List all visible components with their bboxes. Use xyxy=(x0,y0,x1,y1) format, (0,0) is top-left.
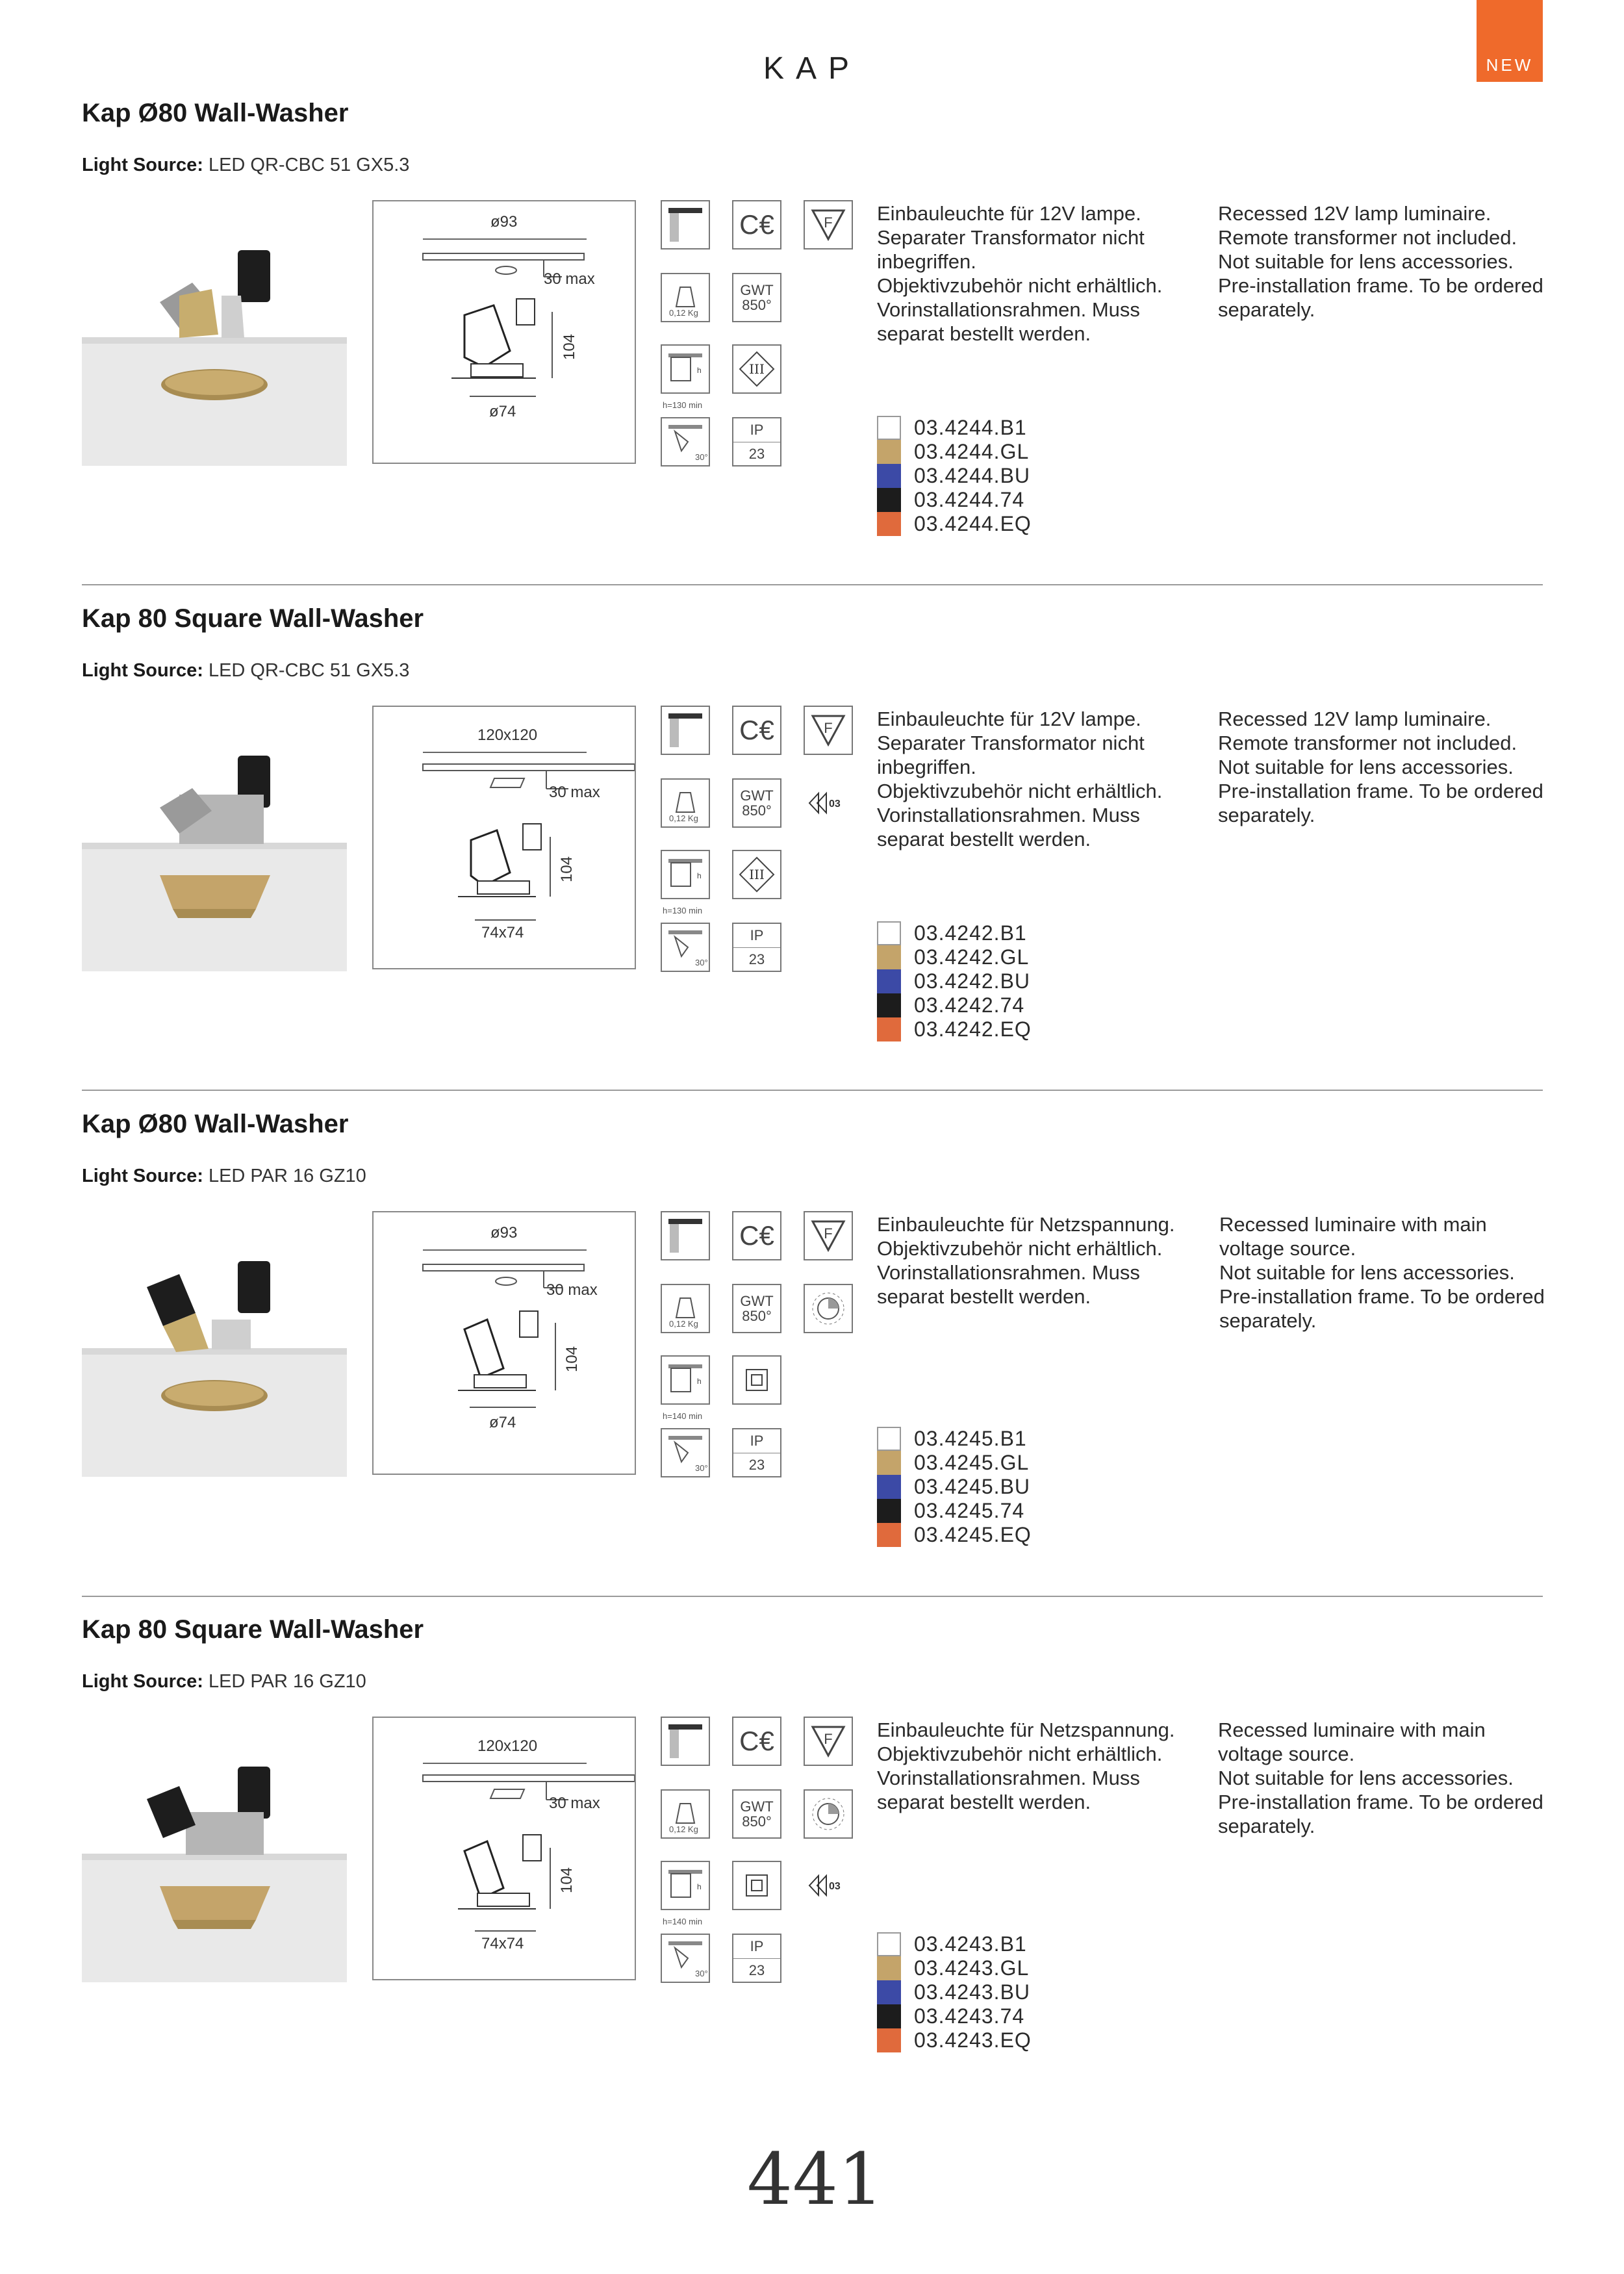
product-section xyxy=(0,1516,1624,2052)
wall-washer-icon xyxy=(661,706,710,755)
code-row xyxy=(877,2004,1032,2028)
bottom-dimension: 74x74 xyxy=(481,1935,524,1952)
f-mark-icon xyxy=(804,1717,853,1766)
gwt-icon xyxy=(732,273,781,322)
code-row xyxy=(877,1451,1032,1475)
desc-en-line: Recessed 12V lamp luminaire. xyxy=(1218,202,1491,225)
bottom-dimension: ø74 xyxy=(489,1414,516,1431)
class-iii-icon xyxy=(732,850,781,899)
desc-en-line: Pre-installation frame. To be ordered xyxy=(1218,1791,1543,1813)
wall-washer-icon xyxy=(661,1717,710,1766)
wall-washer-icon xyxy=(661,1211,710,1260)
desc-de-line: Objektivzubehör nicht erhältlich. xyxy=(877,1237,1163,1260)
top-dimension: ø93 xyxy=(490,213,518,231)
swatch-white xyxy=(877,1427,901,1451)
code-row xyxy=(877,464,1032,488)
description-de xyxy=(877,1718,1174,1814)
class-iii-text: III xyxy=(749,361,765,377)
gwt-temp: 850° xyxy=(742,802,772,819)
gwt-temp: 850° xyxy=(742,1308,772,1324)
side-dimension: 30 max xyxy=(544,270,595,288)
energy-label-icon xyxy=(804,778,853,828)
recess-h-label: h xyxy=(697,366,702,375)
product-code: 03.4244.EQ xyxy=(914,512,1032,535)
desc-en-line: separately. xyxy=(1219,1309,1317,1332)
ip-value: 23 xyxy=(733,442,780,461)
product-photo xyxy=(82,1715,347,1982)
desc-en-line: voltage source. xyxy=(1219,1237,1356,1260)
code-row xyxy=(877,2028,1032,2052)
product-code: 03.4244.BU xyxy=(914,464,1031,487)
description-en xyxy=(1218,201,1543,322)
recess-h-label: h xyxy=(697,871,702,880)
desc-de-line: Objektivzubehör nicht erhältlich. xyxy=(877,274,1163,297)
technical-drawing xyxy=(372,1717,636,1980)
energy-label-text: 03 xyxy=(829,798,841,810)
page-number: 441 xyxy=(747,2138,883,2221)
gwt-icon xyxy=(732,778,781,828)
light-source-value: LED PAR 16 GZ10 xyxy=(208,1671,366,1692)
height-dimension: 104 xyxy=(561,333,579,361)
f-mark-icon xyxy=(804,706,853,755)
gwt-label: GWT xyxy=(740,1292,774,1309)
desc-de-line: separat bestellt werden. xyxy=(877,322,1091,345)
desc-de-line: separat bestellt werden. xyxy=(877,1285,1091,1308)
product-code: 03.4243.EQ xyxy=(914,2028,1032,2052)
light-source-line xyxy=(82,155,409,176)
desc-de-line: Einbauleuchte für 12V lampe. xyxy=(877,202,1141,225)
dimmable-icon xyxy=(804,1284,853,1333)
ip-value: 23 xyxy=(733,1453,780,1472)
desc-de-line: Objektivzubehör nicht erhältlich. xyxy=(877,780,1163,802)
desc-de-line: Vorinstallationsrahmen. Muss xyxy=(877,298,1140,321)
product-code: 03.4242.BU xyxy=(914,969,1031,993)
f-mark-icon xyxy=(804,200,853,249)
tilt-angle: 30° xyxy=(695,452,708,462)
desc-en-line: Pre-installation frame. To be ordered xyxy=(1219,1285,1545,1308)
product-title: Kap Ø80 Wall-Washer xyxy=(82,99,349,127)
f-mark-letter: F xyxy=(824,214,833,231)
desc-de-line: Separater Transformator nicht xyxy=(877,226,1145,249)
product-code: 03.4243.74 xyxy=(914,2004,1025,2028)
swatch-black xyxy=(877,2004,901,2028)
code-row xyxy=(877,1956,1032,1980)
top-dimension: ø93 xyxy=(490,1224,518,1242)
recess-h-label: h xyxy=(697,1882,702,1891)
install-min: h=130 min xyxy=(663,400,703,410)
desc-de-line: Vorinstallationsrahmen. Muss xyxy=(877,1261,1140,1284)
code-row xyxy=(877,1932,1032,1956)
desc-de-line: Einbauleuchte für 12V lampe. xyxy=(877,708,1141,730)
product-code: 03.4245.B1 xyxy=(914,1427,1027,1450)
gwt-label: GWT xyxy=(740,1798,774,1815)
recess-depth-icon xyxy=(661,1861,710,1910)
light-source-value: LED QR-CBC 51 GX5.3 xyxy=(208,660,410,681)
top-dimension: 120x120 xyxy=(477,1737,538,1755)
desc-de-line: Einbauleuchte für Netzspannung. xyxy=(877,1213,1175,1236)
weight-value: 0,12 Kg xyxy=(669,1319,698,1329)
description-en xyxy=(1219,1212,1545,1333)
install-min: h=130 min xyxy=(663,906,703,915)
product-code: 03.4243.GL xyxy=(914,1956,1030,1980)
code-row xyxy=(877,1980,1032,2004)
swatch-gold xyxy=(877,945,901,969)
desc-de-line: separat bestellt werden. xyxy=(877,1791,1091,1813)
code-row xyxy=(877,416,1032,440)
f-mark-letter: F xyxy=(824,720,833,736)
product-section xyxy=(0,0,1624,535)
height-dimension: 104 xyxy=(558,1867,576,1894)
swatch-blue xyxy=(877,464,901,488)
ip-value: 23 xyxy=(733,1958,780,1978)
page-header-title: KAP xyxy=(763,51,861,86)
desc-de-line: Vorinstallationsrahmen. Muss xyxy=(877,804,1140,826)
desc-en-line: Not suitable for lens accessories. xyxy=(1219,1261,1515,1284)
recess-h-label: h xyxy=(697,1377,702,1386)
gwt-icon xyxy=(732,1284,781,1333)
code-row xyxy=(877,945,1032,969)
height-dimension: 104 xyxy=(558,856,576,883)
ip-rating-icon xyxy=(732,1428,781,1477)
product-photo xyxy=(82,1209,347,1477)
install-min: h=140 min xyxy=(663,1411,703,1421)
product-code: 03.4245.74 xyxy=(914,1499,1025,1522)
technical-drawing xyxy=(372,1211,636,1475)
dimmable-icon xyxy=(804,1789,853,1839)
side-dimension: 30 max xyxy=(549,784,600,801)
code-row xyxy=(877,440,1032,464)
ip-rating-icon xyxy=(732,1934,781,1983)
ce-mark-icon: C€ xyxy=(732,200,781,249)
gwt-label: GWT xyxy=(740,281,774,298)
desc-en-line: Recessed luminaire with main xyxy=(1218,1718,1486,1741)
product-photo xyxy=(82,198,347,466)
swatch-white xyxy=(877,921,901,945)
install-min: h=140 min xyxy=(663,1917,703,1926)
class-iii-text: III xyxy=(749,867,765,882)
product-section xyxy=(0,1011,1624,1546)
product-code-list xyxy=(877,1932,1032,2052)
code-row xyxy=(877,921,1032,945)
product-title: Kap Ø80 Wall-Washer xyxy=(82,1110,349,1138)
ip-value: 23 xyxy=(733,947,780,967)
swatch-blue xyxy=(877,1475,901,1499)
product-code: 03.4243.BU xyxy=(914,1980,1031,2004)
ip-rating-icon xyxy=(732,417,781,466)
swatch-gold xyxy=(877,1956,901,1980)
ce-mark-icon: C€ xyxy=(732,1211,781,1260)
desc-en-line: Remote transformer not included. xyxy=(1218,226,1517,249)
desc-de-line: Separater Transformator nicht xyxy=(877,732,1145,754)
swatch-gold xyxy=(877,440,901,464)
code-row xyxy=(877,1475,1032,1499)
class-iii-icon xyxy=(732,344,781,394)
product-code: 03.4244.B1 xyxy=(914,416,1027,439)
product-code: 03.4244.GL xyxy=(914,440,1030,463)
bottom-dimension: ø74 xyxy=(489,403,516,420)
desc-en-line: Not suitable for lens accessories. xyxy=(1218,756,1514,778)
gwt-icon xyxy=(732,1789,781,1839)
product-code: 03.4245.BU xyxy=(914,1475,1031,1498)
swatch-blue xyxy=(877,969,901,993)
recess-depth-icon xyxy=(661,850,710,899)
gwt-temp: 850° xyxy=(742,297,772,313)
product-code: 03.4242.GL xyxy=(914,945,1030,969)
product-title: Kap 80 Square Wall-Washer xyxy=(82,1615,424,1644)
desc-en-line: Not suitable for lens accessories. xyxy=(1218,250,1514,273)
desc-en-line: Pre-installation frame. To be ordered xyxy=(1218,274,1543,297)
desc-en-line: Pre-installation frame. To be ordered xyxy=(1218,780,1543,802)
light-source-line xyxy=(82,1166,366,1187)
desc-de-line: separat bestellt werden. xyxy=(877,828,1091,850)
ce-mark-icon: C€ xyxy=(732,706,781,755)
desc-en-line: separately. xyxy=(1218,804,1315,826)
technical-drawing xyxy=(372,706,636,969)
product-code: 03.4244.74 xyxy=(914,488,1025,511)
swatch-gold xyxy=(877,1451,901,1475)
bottom-dimension: 74x74 xyxy=(481,924,524,941)
desc-en-line: separately. xyxy=(1218,1815,1315,1837)
description-en xyxy=(1218,707,1543,827)
ip-rating-icon xyxy=(732,923,781,972)
product-section xyxy=(0,505,1624,1041)
product-title: Kap 80 Square Wall-Washer xyxy=(82,604,424,633)
desc-de-line: inbegriffen. xyxy=(877,756,976,778)
gwt-label: GWT xyxy=(740,787,774,804)
light-source-line xyxy=(82,660,409,682)
class-ii-icon xyxy=(732,1355,781,1405)
recess-depth-icon xyxy=(661,344,710,394)
light-source-label: Light Source: xyxy=(82,155,203,175)
desc-en-line: separately. xyxy=(1218,298,1315,321)
wall-washer-icon xyxy=(661,200,710,249)
desc-en-line: Recessed luminaire with main xyxy=(1219,1213,1487,1236)
energy-label-icon xyxy=(804,1861,853,1910)
code-row xyxy=(877,1427,1032,1451)
weight-value: 0,12 Kg xyxy=(669,308,698,318)
desc-en-line: voltage source. xyxy=(1218,1743,1355,1765)
swatch-white xyxy=(877,416,901,440)
light-source-value: LED QR-CBC 51 GX5.3 xyxy=(208,155,410,175)
gwt-temp: 850° xyxy=(742,1813,772,1830)
desc-en-line: Recessed 12V lamp luminaire. xyxy=(1218,708,1491,730)
ip-label: IP xyxy=(750,1938,764,1955)
description-en xyxy=(1218,1718,1543,1838)
top-dimension: 120x120 xyxy=(477,726,538,744)
side-dimension: 30 max xyxy=(549,1795,600,1812)
f-mark-letter: F xyxy=(824,1731,833,1747)
desc-en-line: Remote transformer not included. xyxy=(1218,732,1517,754)
desc-de-line: Einbauleuchte für Netzspannung. xyxy=(877,1718,1175,1741)
ip-label: IP xyxy=(750,422,764,439)
tilt-angle: 30° xyxy=(695,958,708,967)
desc-en-line: Not suitable for lens accessories. xyxy=(1218,1767,1514,1789)
light-source-line xyxy=(82,1671,366,1693)
swatch-blue xyxy=(877,1980,901,2004)
recess-depth-icon xyxy=(661,1355,710,1405)
light-source-label: Light Source: xyxy=(82,1671,203,1692)
product-code: 03.4245.GL xyxy=(914,1451,1030,1474)
product-photo xyxy=(82,704,347,971)
tilt-angle: 30° xyxy=(695,1463,708,1473)
product-code: 03.4245.EQ xyxy=(914,1523,1032,1546)
ce-mark-icon: C€ xyxy=(732,1717,781,1766)
ip-label: IP xyxy=(750,1433,764,1450)
tilt-angle: 30° xyxy=(695,1969,708,1978)
description-de xyxy=(877,707,1162,851)
energy-label-text: 03 xyxy=(829,1881,841,1892)
light-source-label: Light Source: xyxy=(82,1166,203,1186)
height-dimension: 104 xyxy=(563,1346,581,1373)
new-badge: NEW xyxy=(1477,0,1543,82)
light-source-value: LED PAR 16 GZ10 xyxy=(208,1166,366,1186)
desc-de-line: inbegriffen. xyxy=(877,250,976,273)
light-source-label: Light Source: xyxy=(82,660,203,681)
swatch-orange xyxy=(877,2028,901,2052)
swatch-white xyxy=(877,1932,901,1956)
description-de xyxy=(877,1212,1174,1309)
weight-value: 0,12 Kg xyxy=(669,1824,698,1834)
product-code: 03.4242.EQ xyxy=(914,1017,1032,1041)
desc-de-line: Objektivzubehör nicht erhältlich. xyxy=(877,1743,1163,1765)
class-ii-icon xyxy=(732,1861,781,1910)
product-code: 03.4243.B1 xyxy=(914,1932,1027,1956)
description-de xyxy=(877,201,1162,346)
desc-de-line: Vorinstallationsrahmen. Muss xyxy=(877,1767,1140,1789)
weight-value: 0,12 Kg xyxy=(669,813,698,823)
f-mark-icon xyxy=(804,1211,853,1260)
f-mark-letter: F xyxy=(824,1225,833,1242)
product-code: 03.4242.74 xyxy=(914,993,1025,1017)
side-dimension: 30 max xyxy=(546,1281,598,1299)
code-row xyxy=(877,969,1032,993)
product-code: 03.4242.B1 xyxy=(914,921,1027,945)
technical-drawing xyxy=(372,200,636,464)
ip-label: IP xyxy=(750,927,764,944)
